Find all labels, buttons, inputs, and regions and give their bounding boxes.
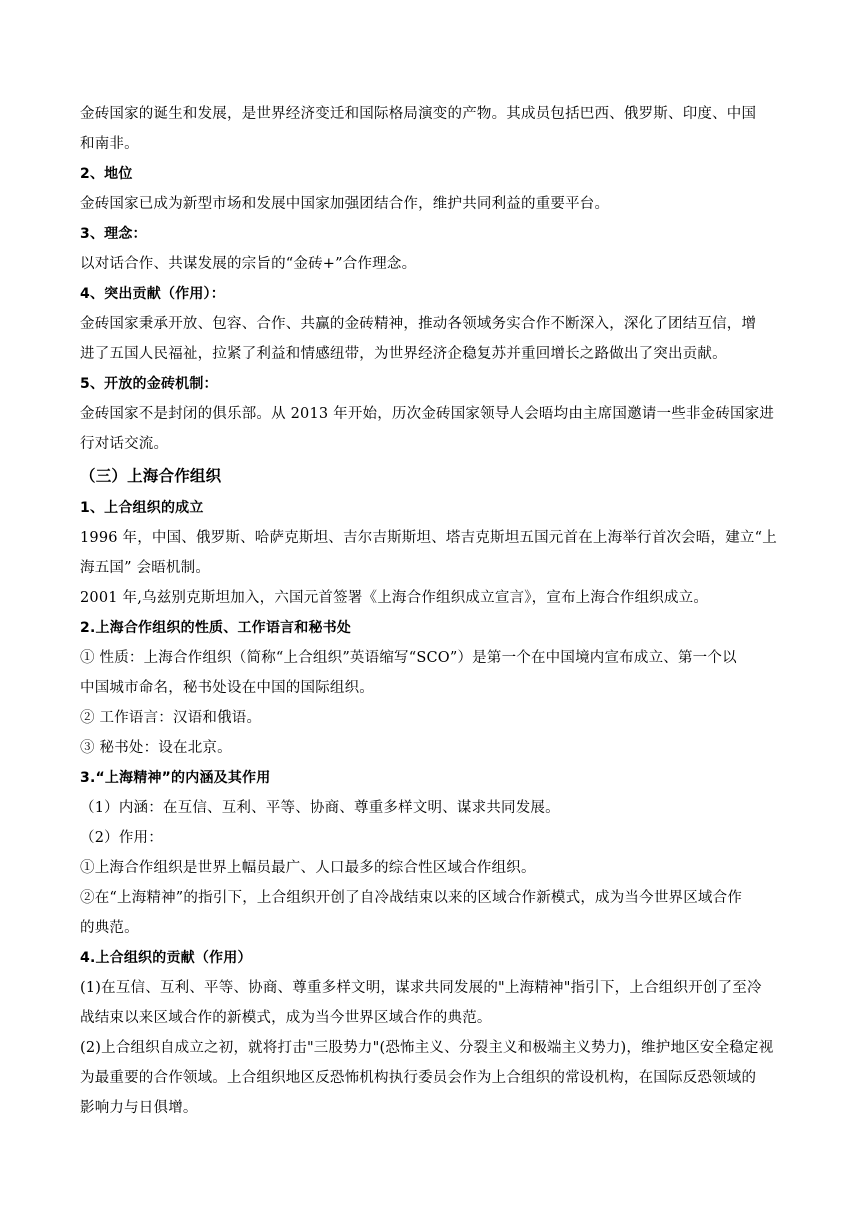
body-text-line: ②在“上海精神”的指引下，上合组织开创了自冷战结束以来的区域合作新模式，成为当今世界区域合作 [80,890,743,906]
subheading-sco-contribution: 4.上合组织的贡献（作用） [80,950,252,966]
body-text-line: 进了五国人民福祉，拉紧了利益和情感纽带，为世界经济企稳复苏并重回增长之路做出了突出贡献。 [80,346,727,362]
body-text-line: ③ 秘书处：设在北京。 [80,740,232,756]
body-text-line: (1)在互信、互利、平等、协商、尊重多样文明，谋求共同发展的"上海精神"指引下，上合组织开创了至冷 [80,980,762,996]
document-body [80,99,800,1123]
body-text-line: （1）内涵：在互信、互利、平等、协商、尊重多样文明、谋求共同发展。 [80,800,560,816]
body-text-line: 海五国” 会晤机制。 [80,560,211,576]
body-text-line: 1996 年，中国、俄罗斯、哈萨克斯坦、吉尔吉斯斯坦、塔吉克斯坦五国元首在上海举行首次会晤，建立“上 [80,530,777,546]
subheading-open-mechanism: 5、开放的金砖机制： [80,376,218,392]
subheading-status: 2、地位 [80,166,133,182]
body-text-line: 中国城市命名，秘书处设在中国的国际组织。 [80,680,374,696]
body-text-line: 金砖国家不是封闭的俱乐部。从 2013 年开始，历次金砖国家领导人会晤均由主席国邀请一些非金砖国家进 [80,406,775,422]
subheading-nature-language-secretariat: 2.上海合作组织的性质、工作语言和秘书处 [80,620,352,636]
body-text-line: 为最重要的合作领域。上合组织地区反恐怖机构执行委员会作为上合组织的常设机构，在国际反恐领域的 [80,1070,757,1086]
subheading-contribution: 4、突出贡献（作用）： [80,286,225,302]
subheading-founding: 1、上合组织的成立 [80,500,204,516]
body-text-line: ① 性质：上海合作组织（简称“上合组织”英语缩写“SCO”）是第一个在中国境内宣布成立、第一个以 [80,650,737,666]
body-text-line: 和南非。 [80,136,139,152]
body-text-line: 金砖国家秉承开放、包容、合作、共赢的金砖精神，推动各领域务实合作不断深入，深化了团结互信，增 [80,316,757,332]
body-text-line: 金砖国家已成为新型市场和发展中国家加强团结合作，维护共同利益的重要平台。 [80,196,610,212]
body-text-line: 的典范。 [80,920,139,936]
body-text-line: （2）作用： [80,830,163,846]
body-text-line: 2001 年,乌兹别克斯坦加入，六国元首签署《上海合作组织成立宣言》，宣布上海合作组织成立。 [80,590,709,606]
subheading-concept: 3、理念： [80,226,147,242]
body-text-line: 行对话交流。 [80,436,169,452]
body-text-line: (2)上合组织自成立之初，就将打击"三股势力"(恐怖主义、分裂主义和极端主义势力)，维护地区安全稳定视 [80,1040,774,1056]
body-text-line: 影响力与日俱增。 [80,1100,198,1116]
body-text-line: 战结束以来区域合作的新模式，成为当今世界区域合作的典范。 [80,1010,492,1026]
body-text-line: 以对话合作、共谋发展的宗旨的“金砖+”合作理念。 [80,256,417,272]
body-text-line: ② 工作语言：汉语和俄语。 [80,710,262,726]
section-heading-sco: （三）上海合作组织 [80,467,222,485]
body-text-line: ①上海合作组织是世界上幅员最广、人口最多的综合性区域合作组织。 [80,860,536,876]
subheading-shanghai-spirit: 3.“上海精神”的内涵及其作用 [80,770,271,786]
body-text-line: 金砖国家的诞生和发展，是世界经济变迁和国际格局演变的产物。其成员包括巴西、俄罗斯、印度、中国 [80,106,757,122]
